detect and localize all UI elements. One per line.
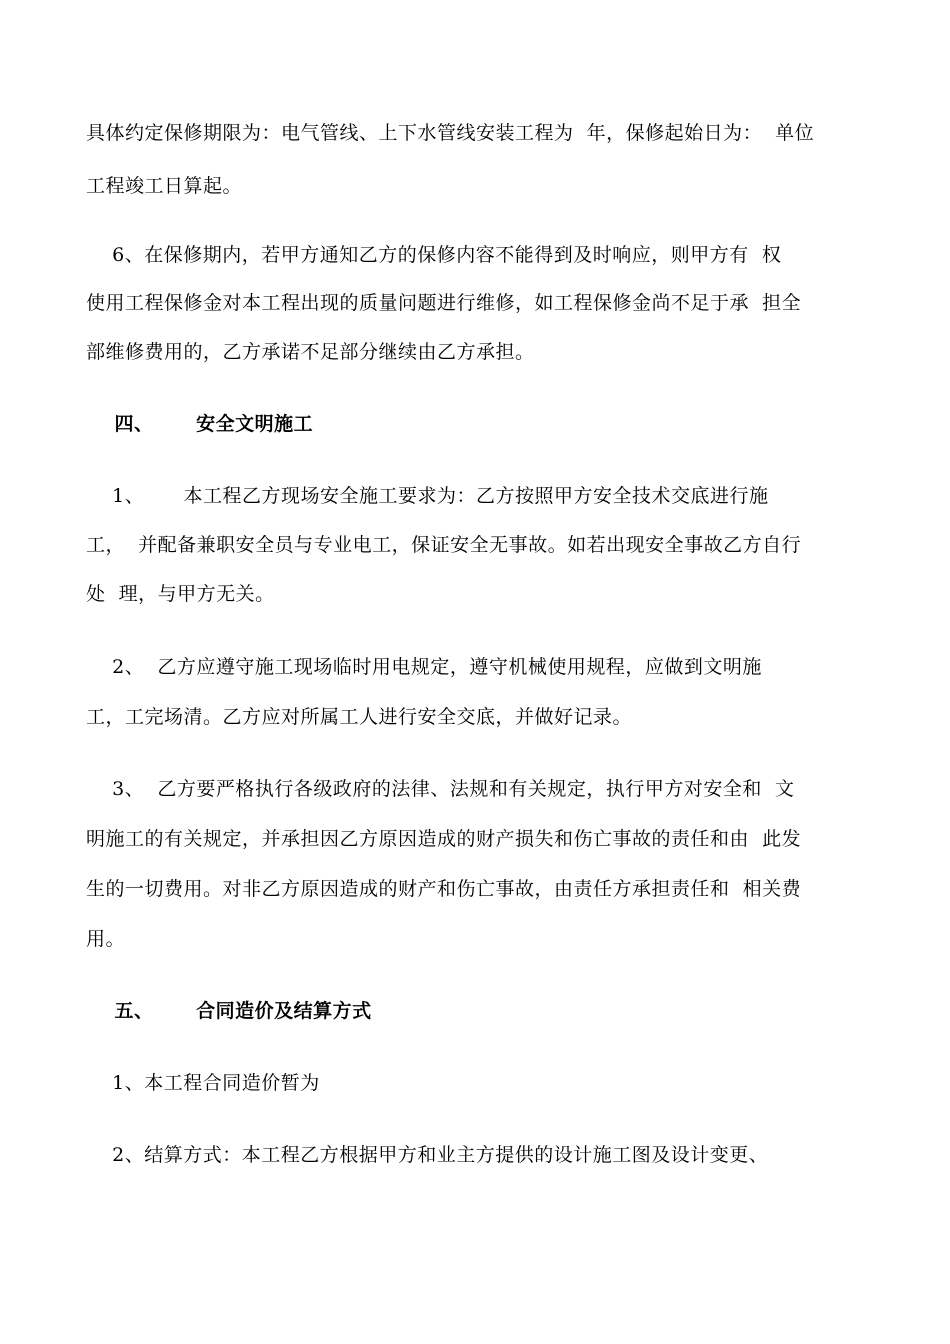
paragraph-line: 处 理，与甲方无关。 — [86, 583, 275, 605]
paragraph-line: 1、 本工程乙方现场安全施工要求为：乙方按照甲方安全技术交底进行施 — [86, 485, 769, 507]
paragraph-line: 具体约定保修期限为：电气管线、上下水管线安装工程为 年，保修起始日为： 单位 — [86, 122, 815, 144]
paragraph-line: 工程竣工日算起。 — [86, 175, 243, 197]
paragraph-line: 明施工的有关规定，并承担因乙方原因造成的财产损失和伤亡事故的责任和由 此发 — [86, 828, 802, 850]
paragraph-line: 工，工完场清。乙方应对所属工人进行安全交底，并做好记录。 — [86, 706, 633, 728]
paragraph-line: 用。 — [86, 928, 126, 950]
paragraph-line: 部维修费用的，乙方承诺不足部分继续由乙方承担。 — [86, 341, 535, 363]
section-heading: 四、 安全文明施工 — [86, 413, 314, 435]
paragraph-line: 工， 并配备兼职安全员与专业电工，保证安全无事故。如若出现安全事故乙方自行 — [86, 534, 802, 556]
paragraph-line: 2、 乙方应遵守施工现场临时用电规定，遵守机械使用规程，应做到文明施 — [86, 656, 762, 678]
section-heading: 五、 合同造价及结算方式 — [86, 1000, 372, 1022]
paragraph-line: 2、结算方式：本工程乙方根据甲方和业主方提供的设计施工图及设计变更、 — [86, 1144, 769, 1166]
paragraph-line: 3、 乙方要严格执行各级政府的法律、法规和有关规定，执行甲方对安全和 文 — [86, 778, 795, 800]
paragraph-line: 1、本工程合同造价暂为 — [86, 1072, 320, 1094]
paragraph-line: 生的一切费用。对非乙方原因造成的财产和伤亡事故，由责任方承担责任和 相关费 — [86, 878, 802, 900]
paragraph-line: 使用工程保修金对本工程出现的质量问题进行维修，如工程保修金尚不足于承 担全 — [86, 292, 802, 314]
paragraph-line: 6、在保修期内，若甲方通知乙方的保修内容不能得到及时响应，则甲方有 权 — [86, 244, 782, 266]
